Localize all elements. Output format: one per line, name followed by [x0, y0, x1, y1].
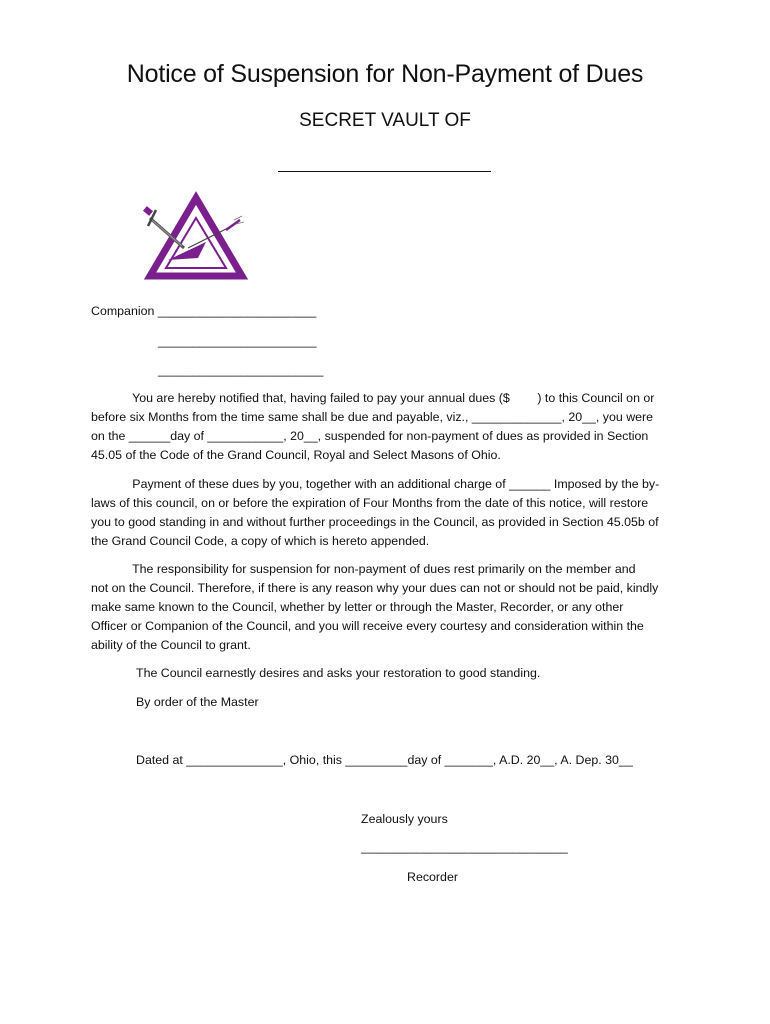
paragraph-line: ability of the Council to grant.	[91, 638, 251, 652]
paragraph-line: you to good standing in and without further proceedings in the Council, as provided in Section 45.05b of	[91, 515, 659, 529]
paragraph-line: You are hereby notified that, having failed to pay your annual dues ($ ) to this Council on or	[91, 391, 655, 405]
paragraph-line: laws of this council, on or before the expiration of Four Months from the date of this notice, will restore	[91, 496, 649, 510]
paragraph-line: make same known to the Council, whether by letter or through the Master, Recorder, or any other	[91, 600, 624, 614]
companion-address-line-2: ________________________	[158, 363, 324, 377]
recorder-label: Recorder	[407, 870, 458, 884]
document-subtitle: SECRET VAULT OF	[299, 110, 471, 131]
paragraph-line: The responsibility for suspension for non-payment of dues rest primarily on the member and	[91, 562, 636, 576]
vault-name-blank-line	[278, 171, 491, 172]
paragraph-line: the Grand Council Code, a copy of which is hereto appended.	[91, 534, 430, 548]
paragraph-line: Payment of these dues by you, together with an additional charge of ______ Imposed by the by-	[91, 477, 660, 491]
signature-line: ______________________________	[361, 840, 568, 854]
companion-address-line-1: _______________________	[158, 334, 317, 348]
dated-line: Dated at ______________, Ohio, this _________day of _______, A.D. 20__, A. Dep. 30__	[136, 753, 633, 767]
paragraph-line: on the ______day of ___________, 20__, suspended for non-payment of dues as provided in Section	[91, 429, 649, 443]
paragraph-line: Officer or Companion of the Council, and you will receive every courtesy and consideration within the	[91, 619, 644, 633]
restoration-sentence: The Council earnestly desires and asks your restoration to good standing.	[136, 666, 541, 680]
companion-name-line: Companion _______________________	[91, 304, 317, 318]
paragraph-line: 45.05 of the Code of the Grand Council, Royal and Select Masons of Ohio.	[91, 448, 501, 462]
document-title: Notice of Suspension for Non-Payment of Dues	[126, 60, 644, 88]
notice-paragraph-payment	[91, 475, 676, 551]
by-order-line: By order of the Master	[136, 695, 259, 709]
triangle-trowel-sword-emblem-icon	[138, 190, 248, 285]
paragraph-line: before six Months from the time same shall be due and payable, viz., _____________, 20__, you were	[91, 410, 654, 424]
closing-salutation: Zealously yours	[361, 812, 448, 826]
notice-paragraph-responsibility	[91, 560, 676, 655]
notice-paragraph-dues	[91, 389, 676, 465]
paragraph-line: not on the Council. Therefore, if there is any reason why your dues can not or should not be paid, kindly	[91, 581, 659, 595]
